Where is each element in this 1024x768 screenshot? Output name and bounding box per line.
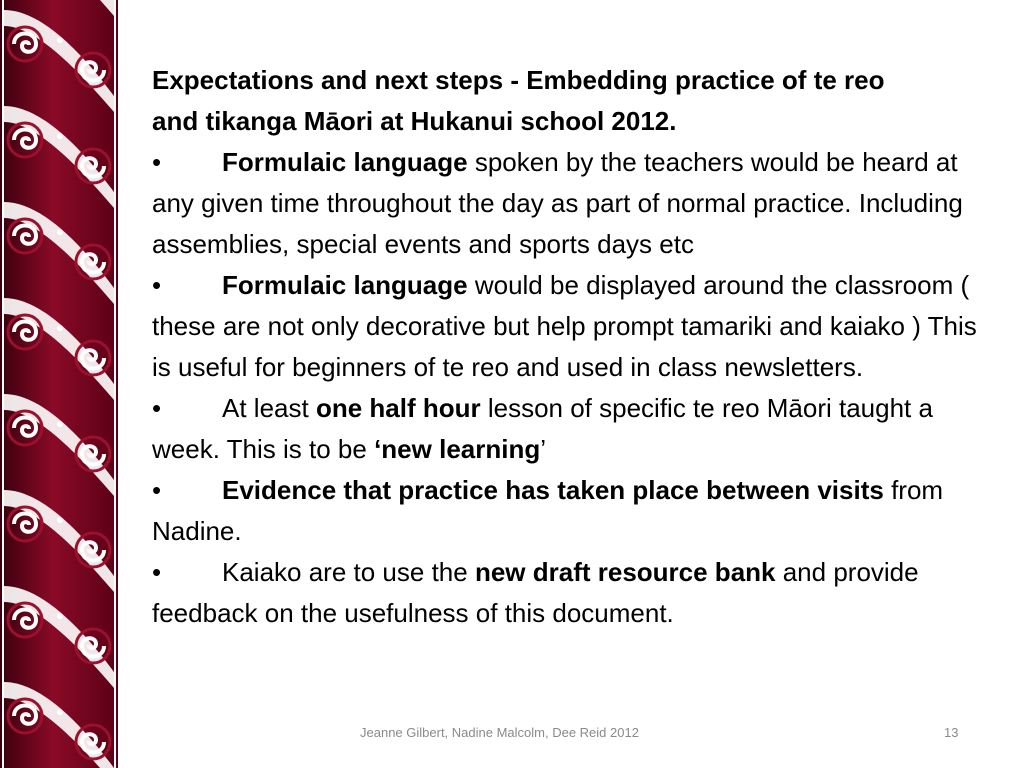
bullet-text: lesson of specific te reo Māori taught a week. This is to be [152,393,933,464]
bullet-text: and provide feedback on the usefulness of this document. [152,557,919,628]
bullet-bold-text: Formulaic language [222,270,468,300]
bullet-item [152,265,1002,388]
bullet-bold-text: one half hour [315,393,481,423]
title-line-1: Expectations and next steps - Embedding practice of te reo [152,65,885,95]
bullet-bold-text: Evidence that practice has taken place between visits [222,475,884,505]
footer-authors: Jeanne Gilbert, Nadine Malcolm, Dee Reid 2012 [360,725,639,740]
slide-content [152,60,1002,634]
bullet-bold-text: new draft resource bank [474,557,776,587]
bullet-text: would be displayed around the classroom ( these are not only decorative but help prompt tamariki and kaiako ) This is useful for beginners of te reo and used in class newsletters. [152,270,977,382]
bullet-bold-text-2: ‘new learning [374,434,541,464]
bullet-item [152,552,1002,634]
bullet-item [152,470,1002,552]
bullet-text-tail: ’ [540,434,547,464]
bullet-text-prefix: At least [222,393,316,423]
slide-number: 13 [944,725,959,740]
bullet-icon: • [152,270,162,300]
bullet-text: from Nadine. [152,475,944,546]
bullet-bold-text: Formulaic language [222,147,468,177]
bullet-icon: • [152,557,162,587]
kowhaiwhai-border-icon [0,0,118,768]
bullet-icon: • [152,393,162,423]
bullet-icon: • [152,475,162,505]
bullet-item [152,388,1002,470]
slide-title [152,60,1002,142]
bullet-icon: • [152,147,162,177]
bullet-item [152,142,1002,265]
bullet-text-prefix: Kaiako are to use the [222,557,475,587]
bullet-text: spoken by the teachers would be heard at any given time throughout the day as part of normal practice. Including assemblies, special events and sports days etc [152,147,963,259]
title-line-2: and tikanga Māori at Hukanui school 2012. [152,106,677,136]
